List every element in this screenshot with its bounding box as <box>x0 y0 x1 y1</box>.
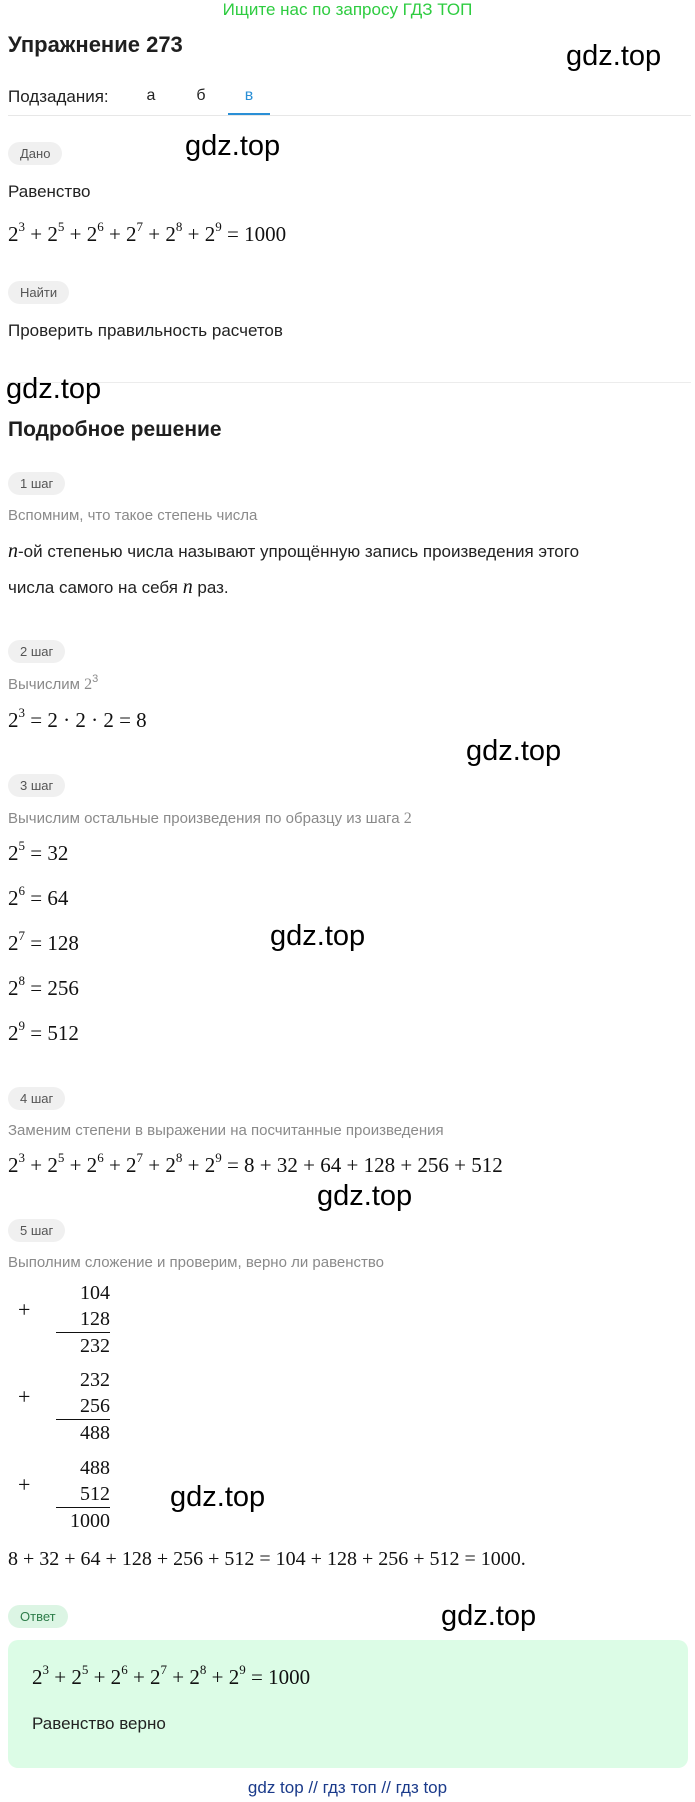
power-row: $2^7 = 128$ <box>8 928 79 955</box>
given-pill: Дано <box>8 142 62 165</box>
power-row: $2^8 = 256$ <box>8 973 79 1000</box>
step-4-formula: $2^3 + 2^5 + 2^6 + 2^7 + 2^8 + 2^9 = 8 + 32 + 64 + 128 + 256 + 512$ <box>8 1150 503 1177</box>
watermark: gdz.top <box>566 40 662 72</box>
watermark: gdz.top <box>466 735 562 767</box>
watermark: gdz.top <box>270 920 366 952</box>
solution-title: Подробное решение <box>8 418 222 441</box>
step-2-caption: Вычислим $2^3$ <box>8 673 99 693</box>
find-text: Проверить правильность расчетов <box>8 321 283 340</box>
step-1-caption: Вспомним, что такое степень числа <box>8 507 258 524</box>
step-2-formula: $2^3 = 2 \cdot 2 \cdot 2 = 8$ <box>8 705 147 732</box>
step-1-line2: числа самого на себя n раз. <box>8 576 229 598</box>
step-5-caption: Выполним сложение и проверим, верно ли равенство <box>8 1254 385 1271</box>
step-1-pill: 1 шаг <box>8 472 65 495</box>
step-3-pill: 3 шаг <box>8 774 65 797</box>
given-equation: $2^3 + 2^5 + 2^6 + 2^7 + 2^8 + 2^9 = 1000$ <box>8 219 287 246</box>
watermark: gdz.top <box>317 1180 413 1212</box>
subtasks-label: Подзадания: <box>8 87 109 106</box>
answer-box <box>8 1640 688 1768</box>
step-5-final: 8 + 32 + 64 + 128 + 256 + 512 = 104 + 128 + 256 + 512 = 1000. <box>8 1548 526 1570</box>
step-4-pill: 4 шаг <box>8 1087 65 1110</box>
answer-pill: Ответ <box>8 1605 68 1628</box>
given-heading: Равенство <box>8 182 91 201</box>
find-pill: Найти <box>8 281 69 304</box>
page-title: Упражнение 273 <box>8 32 183 57</box>
tab-b[interactable]: б <box>196 87 206 104</box>
power-row: $2^5 = 32$ <box>8 838 69 865</box>
watermark: gdz.top <box>441 1600 537 1632</box>
power-row: $2^9 = 512$ <box>8 1018 79 1045</box>
step-3-caption: Вычислим остальные произведения по образцу из шага 2 <box>8 810 412 827</box>
footer-links[interactable]: gdz top // гдз топ // гдз top <box>247 1778 448 1797</box>
tab-v[interactable]: в <box>244 87 254 104</box>
watermark: gdz.top <box>185 130 281 162</box>
divider <box>8 115 691 116</box>
step-1-line1: n-ой степенью числа называют упрощённую запись произведения этого <box>8 540 580 562</box>
step-4-caption: Заменим степени в выражении на посчитанные произведения <box>8 1122 444 1139</box>
power-row: $2^6 = 64$ <box>8 883 69 910</box>
divider <box>8 382 691 383</box>
answer-text: Равенство верно <box>32 1714 166 1733</box>
search-banner[interactable]: Ищите нас по запросу ГДЗ ТОП <box>222 0 473 19</box>
watermark: gdz.top <box>170 1481 266 1513</box>
step-2-pill: 2 шаг <box>8 640 65 663</box>
answer-equation: $2^3 + 2^5 + 2^6 + 2^7 + 2^8 + 2^9 = 1000$ <box>32 1662 311 1689</box>
step-5-pill: 5 шаг <box>8 1219 65 1242</box>
tab-a[interactable]: а <box>146 87 156 104</box>
watermark: gdz.top <box>6 373 102 405</box>
